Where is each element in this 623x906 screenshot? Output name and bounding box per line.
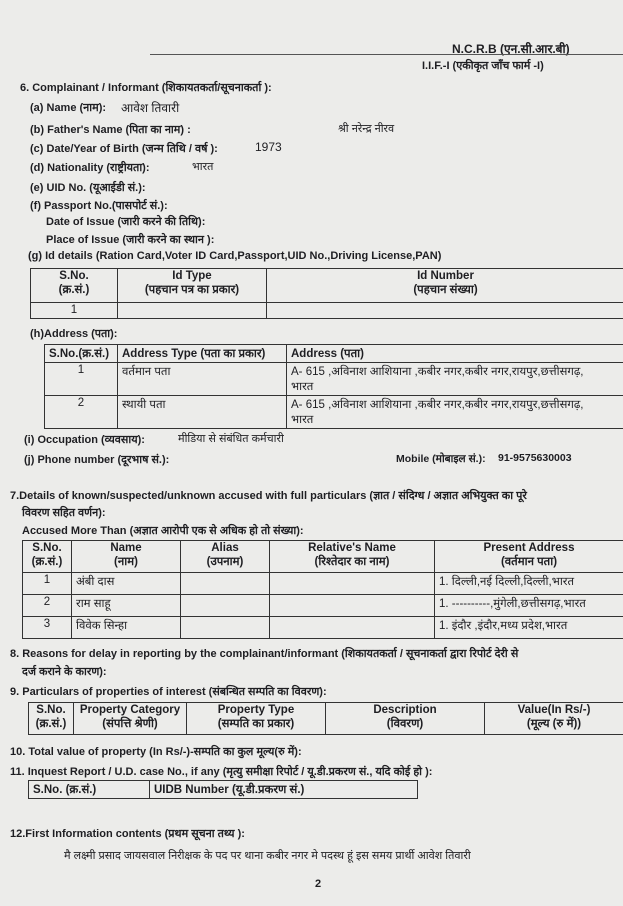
id-row-type	[118, 303, 267, 319]
section-10-title: 10. Total value of property (In Rs/-)-सम्पति का कुल मूल्य(रु में):	[10, 746, 302, 758]
address-table	[44, 344, 623, 429]
id-row-sno: 1	[31, 303, 118, 319]
accused-more-than: Accused More Than (अज्ञात आरोपी एक से अधिक हो तो संख्या):	[22, 525, 304, 537]
header-rule	[150, 54, 623, 55]
addr-col-address: Address (पता)	[287, 345, 623, 363]
ud-case-table: S.No. (क्र.सं.) UIDB Number (यू.डी.प्रकरण सं.)	[28, 780, 418, 799]
table-row: 1 अंबी दास 1. दिल्ली,नई दिल्ली,दिल्ली,भारत	[23, 573, 623, 595]
first-information-text: मै लक्ष्मी प्रसाद जायसवाल निरीक्षक के पद पर थाना कबीर नगर मे पदस्थ हूं इस समय प्रार्थी आवेश तिवारी	[64, 850, 471, 862]
ncrb-header: N.C.R.B (एन.सी.आर.बी)	[452, 42, 570, 56]
section-11-title: 11. Inquest Report / U.D. case No., if any (मृत्यु समीक्षा रिपोर्ट / यू.डी.प्रकरण सं., यदि कोई हो ):	[10, 766, 433, 778]
id-col-sno: S.No. (क्र.सं.)	[31, 269, 118, 303]
occupation-value: मीडिया से संबंधित कर्मचारी	[178, 433, 284, 445]
table-row: 2 स्थायी पता A- 615 ,अविनाश आशियाना ,कबीर नगर,कबीर नगर,रायपुर,छत्तीसगढ़, भारत	[45, 396, 623, 429]
issue-place-label: Place of Issue (जारी करने का स्थान ):	[46, 234, 215, 246]
table-row: 1 वर्तमान पता A- 615 ,अविनाश आशियाना ,कबीर नगर,कबीर नगर,रायपुर,छत्तीसगढ़, भारत	[45, 363, 623, 396]
id-row-number	[267, 303, 623, 319]
section-8-title: 8. Reasons for delay in reporting by the complainant/informant (शिकायतकर्ता / सूचनाकर्ता द्वारा रिपोर्ट देरी से	[10, 648, 519, 660]
name-label: (a) Name (नाम):	[30, 102, 107, 114]
id-details-table	[30, 268, 623, 319]
section-12-title: 12.First Information contents (प्रथम सूचना तथ्य ):	[10, 828, 245, 840]
address-label: (h)Address (पता):	[30, 328, 118, 340]
mobile-label: Mobile (मोबाइल सं.):	[396, 453, 486, 465]
section-8-title-cont: दर्ज कराने के कारण):	[22, 666, 107, 678]
father-value: श्री नरेन्द्र नीरव	[338, 123, 395, 135]
issue-date-label: Date of Issue (जारी करने की तिथि):	[46, 216, 206, 228]
table-row: 2 राम साहू 1. ----------,मुंगेली,छत्तीसगढ़,भारत	[23, 595, 623, 617]
nationality-label: (d) Nationality (राष्ट्रीयता):	[30, 162, 150, 174]
uid-label: (e) UID No. (यूआईडी सं.):	[30, 182, 146, 194]
addr-col-sno: S.No.(क्र.सं.)	[45, 345, 118, 363]
dob-label: (c) Date/Year of Birth (जन्म तिथि / वर्ष ):	[30, 143, 218, 155]
dob-value: 1973	[255, 140, 282, 154]
section-9-title: 9. Particulars of properties of interest (संबन्धित सम्पति का विवरण):	[10, 686, 327, 698]
phone-label: (j) Phone number (दूरभाष सं.):	[24, 454, 170, 466]
section-6-title: 6. Complainant / Informant (शिकायतकर्ता/सूचनाकर्ता ):	[20, 82, 272, 94]
accused-table: S.No. (क्र.सं.) Name (नाम) Alias (उपनाम) Relative's Name (रिश्तेदार का नाम) Present Address (वर्तमान पता) 1 अंबी दास 1. दिल्ली,नई दिल्ली,दिल्ली,भारत 2 राम साहू 1. ----------,मुंगेली,छत्तीसगढ़,भारत 3 विवेक सिन्हा 1. इंदौर ,इंदौर,मध्य प्रदेश,भारत	[22, 540, 623, 639]
id-col-type: Id Type (पहचान पत्र का प्रकार)	[118, 269, 267, 303]
property-table: S.No. (क्र.सं.) Property Category (संपत्ति श्रेणी) Property Type (सम्पति का प्रकार) Description (विवरण) Value(In Rs/-) (मूल्य (रु में))	[28, 702, 623, 735]
name-value: आवेश तिवारी	[121, 101, 180, 115]
table-row: 3 विवेक सिन्हा 1. इंदौर ,इंदौर,मध्य प्रदेश,भारत	[23, 617, 623, 639]
father-label: (b) Father's Name (पिता का नाम) :	[30, 124, 191, 136]
page-number: 2	[315, 878, 322, 890]
id-col-number: Id Number (पहचान संख्या)	[267, 269, 623, 303]
nationality-value: भारत	[192, 161, 214, 173]
occupation-label: (i) Occupation (व्यवसाय):	[24, 434, 145, 446]
section-7-title: 7.Details of known/suspected/unknown accused with full particulars (ज्ञात / संदिग्ध / अज्ञात अभियुक्त का पूरे	[10, 490, 527, 502]
addr-col-type: Address Type (पता का प्रकार)	[118, 345, 287, 363]
passport-label: (f) Passport No.(पासपोर्ट सं.):	[30, 200, 168, 212]
mobile-value: 91-9575630003	[498, 452, 572, 464]
section-7-title-cont: विवरण सहित वर्णन):	[22, 507, 106, 519]
id-details-label: (g) Id details (Ration Card,Voter ID Card,Passport,UID No.,Driving License,PAN)	[28, 250, 442, 262]
form-title: I.I.F.-I (एकीकृत जाँच फार्म -I)	[422, 60, 544, 72]
